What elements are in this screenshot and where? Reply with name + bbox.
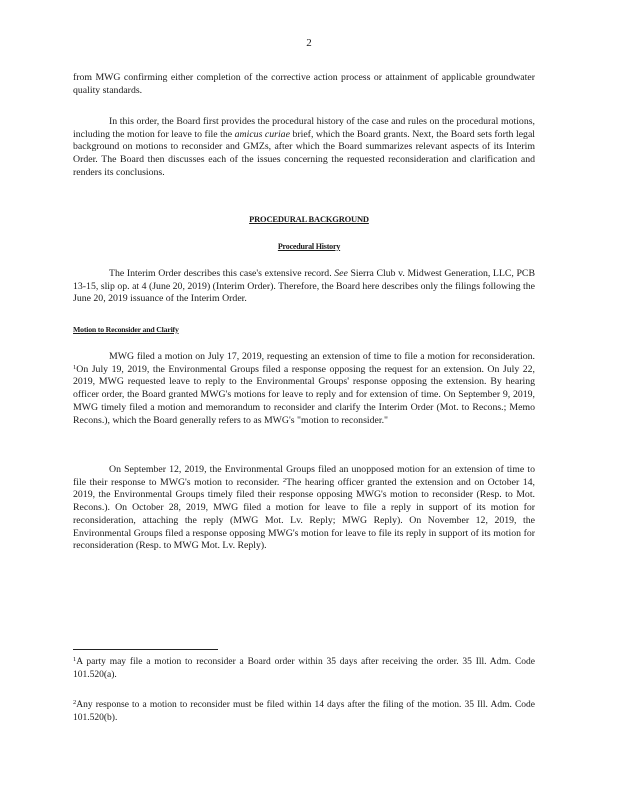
extension-text-b: The hearing officer granted the extension and on October 14, 2019, the Environmental Groups timely filed their response opposing MWG's motion to reconsider (Resp. to Mot. Recons.). On October 28, 2019, MWG filed a motion for leave to file a reply in support of its motion for reconsideration, attaching the reply (MWG Mot. Lv. Reply; MWG Reply). On November 12, 2019, the Environmental Groups filed a response opposing MWG's motion for leave to file its reply in support of its motion for reconsideration (Resp. to MWG Mot. Lv. Reply). <box>73 476 535 552</box>
motion-text-a: MWG filed a motion on July 17, 2019, requesting an extension of time to file a motion for reconsideration. <box>109 351 535 362</box>
footnote-2 <box>73 699 535 724</box>
paragraph-corrective-action: from MWG confirming either completion of the corrective action process or attainment of applicable groundwater quality standards. <box>73 72 535 96</box>
heading-motion-to-reconsider: Motion to Reconsider and Clarify <box>73 325 179 334</box>
amicus-curiae-text: amicus curiae <box>234 128 290 140</box>
heading-procedural-history: Procedural History <box>277 242 341 251</box>
paragraph-motion-filings <box>73 351 535 427</box>
extension-text-a: On September 12, 2019, the Environmental Groups filed an unopposed motion for an extension of time to file their response to MWG's motion to reconsider. <box>73 464 535 488</box>
page-number: 2 <box>306 37 312 49</box>
footnote-ref-2: 2 <box>282 476 287 484</box>
overview-text-a: In this order, the Board first provides the procedural history of the case and rules on the procedural motions, including the motion for leave to file the <box>73 116 535 140</box>
paragraph-interim-order-record <box>73 268 535 306</box>
see-signal-text: See <box>334 268 348 279</box>
motion-text-b: On July 19, 2019, the Environmental Groups filed a response opposing the request for an extension. On July 22, 2019, MWG requested leave to reply to the Environmental Groups' response opposing the extension. By hearing officer order, the Board granted MWG's motions for leave to reply and for extension of time. On September 9, 2019, MWG timely filed a motion and memorandum to reconsider and clarify the Interim Order (Mot. to Recons.; Memo Recons.), which the Board generally refers to as MWG's "motion to reconsider." <box>73 363 535 426</box>
footnote-1-marker: 1 <box>73 656 77 663</box>
footnote-1-text: A party may file a motion to reconsider a Board order within 35 days after receiving the order. 35 Ill. Adm. Code 101.520(a). <box>73 657 535 680</box>
overview-text-b: brief, which the Board grants. Next, the Board sets forth legal background on motions to reconsider and GMZs, after which the Board summarizes relevant aspects of its Interim Order. The Board then discusses each of the issues concerning the requested reconsideration and clarification and renders its conclusions. <box>73 128 536 178</box>
footnote-2-text: Any response to a motion to reconsider must be filed within 14 days after the filing of the motion. 35 Ill. Adm. Code 101.520(b). <box>73 700 535 723</box>
footnote-1 <box>73 656 535 681</box>
heading-procedural-background: PROCEDURAL BACKGROUND <box>249 214 369 224</box>
footnote-ref-1: 1 <box>73 363 77 371</box>
record-text-a: The Interim Order describes this case's extensive record. <box>109 268 335 279</box>
footnote-2-marker: 2 <box>73 699 77 706</box>
record-text-b: Sierra Club v. Midwest Generation, LLC, PCB 13-15, slip op. at 4 (June 20, 2019) (Interim Order). Therefore, the Board here describes only the filings following the June 20, 2019 issuance of the Interim Order. <box>73 268 535 305</box>
paragraph-extension-filings <box>73 464 535 553</box>
paragraph-order-overview <box>73 116 535 180</box>
footnote-separator <box>73 649 218 650</box>
